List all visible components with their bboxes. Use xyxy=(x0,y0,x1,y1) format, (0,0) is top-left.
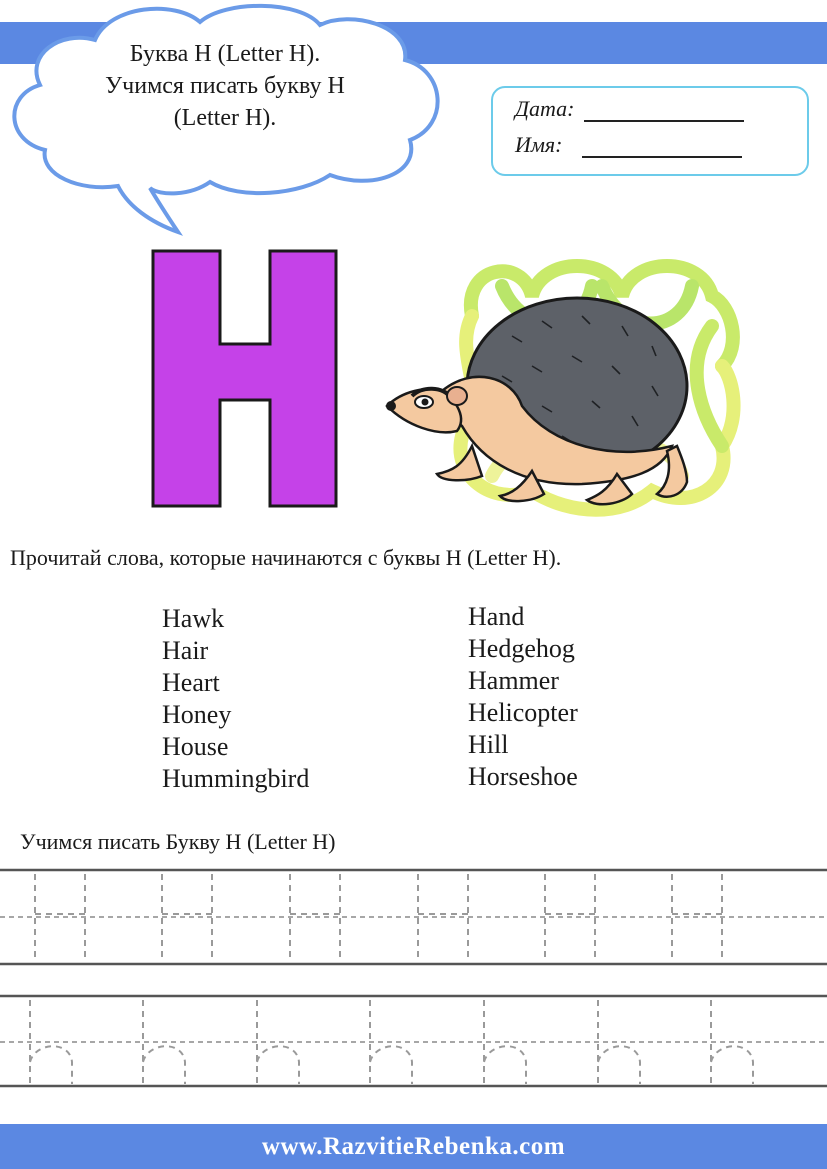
list-item: Horseshoe xyxy=(468,762,578,791)
website-link[interactable]: www.RazvitieRebenka.com xyxy=(261,1132,566,1160)
word-list-left xyxy=(162,603,309,795)
reading-instruction: Прочитай слова, которые начинаются с буквы H (Letter H). xyxy=(10,545,562,570)
big-letter-h xyxy=(150,248,340,510)
tracing-uppercase-h xyxy=(290,874,340,962)
hedgehog-picture xyxy=(382,246,752,526)
list-item: Hummingbird xyxy=(162,764,310,793)
title-line: Буква H (Letter H). xyxy=(129,41,321,67)
date-label: Дата: xyxy=(515,96,575,121)
list-item: Hair xyxy=(162,636,209,665)
title-line: Учимся писать букву H xyxy=(105,73,345,99)
list-item: Hedgehog xyxy=(468,634,575,663)
tracing-uppercase-h xyxy=(545,874,595,962)
list-item: Honey xyxy=(162,700,232,729)
list-item: Hawk xyxy=(162,604,225,633)
tracing-uppercase-h xyxy=(35,874,85,962)
cloud-title xyxy=(60,38,390,134)
writing-title: Учимся писать Букву H (Letter H) xyxy=(20,829,336,854)
list-item: Hammer xyxy=(468,666,559,695)
list-item: Heart xyxy=(162,668,220,697)
list-item: Hill xyxy=(468,730,509,759)
date-name-box xyxy=(491,86,809,176)
name-field[interactable] xyxy=(582,138,742,158)
name-row xyxy=(515,132,742,158)
tracing-uppercase-h xyxy=(672,874,722,962)
list-item: Hand xyxy=(468,602,525,631)
list-item: Helicopter xyxy=(468,698,578,727)
bottom-color-band xyxy=(0,1124,827,1169)
upper-tracing-letters xyxy=(35,874,722,962)
tracing-uppercase-h xyxy=(162,874,212,962)
writing-practice-area[interactable] xyxy=(0,862,827,1102)
list-item: House xyxy=(162,732,229,761)
name-label: Имя: xyxy=(515,132,563,157)
tracing-uppercase-h xyxy=(418,874,468,962)
date-row xyxy=(515,96,744,122)
date-field[interactable] xyxy=(584,102,744,122)
word-list-right xyxy=(468,601,578,793)
title-line: (Letter H). xyxy=(173,105,277,131)
